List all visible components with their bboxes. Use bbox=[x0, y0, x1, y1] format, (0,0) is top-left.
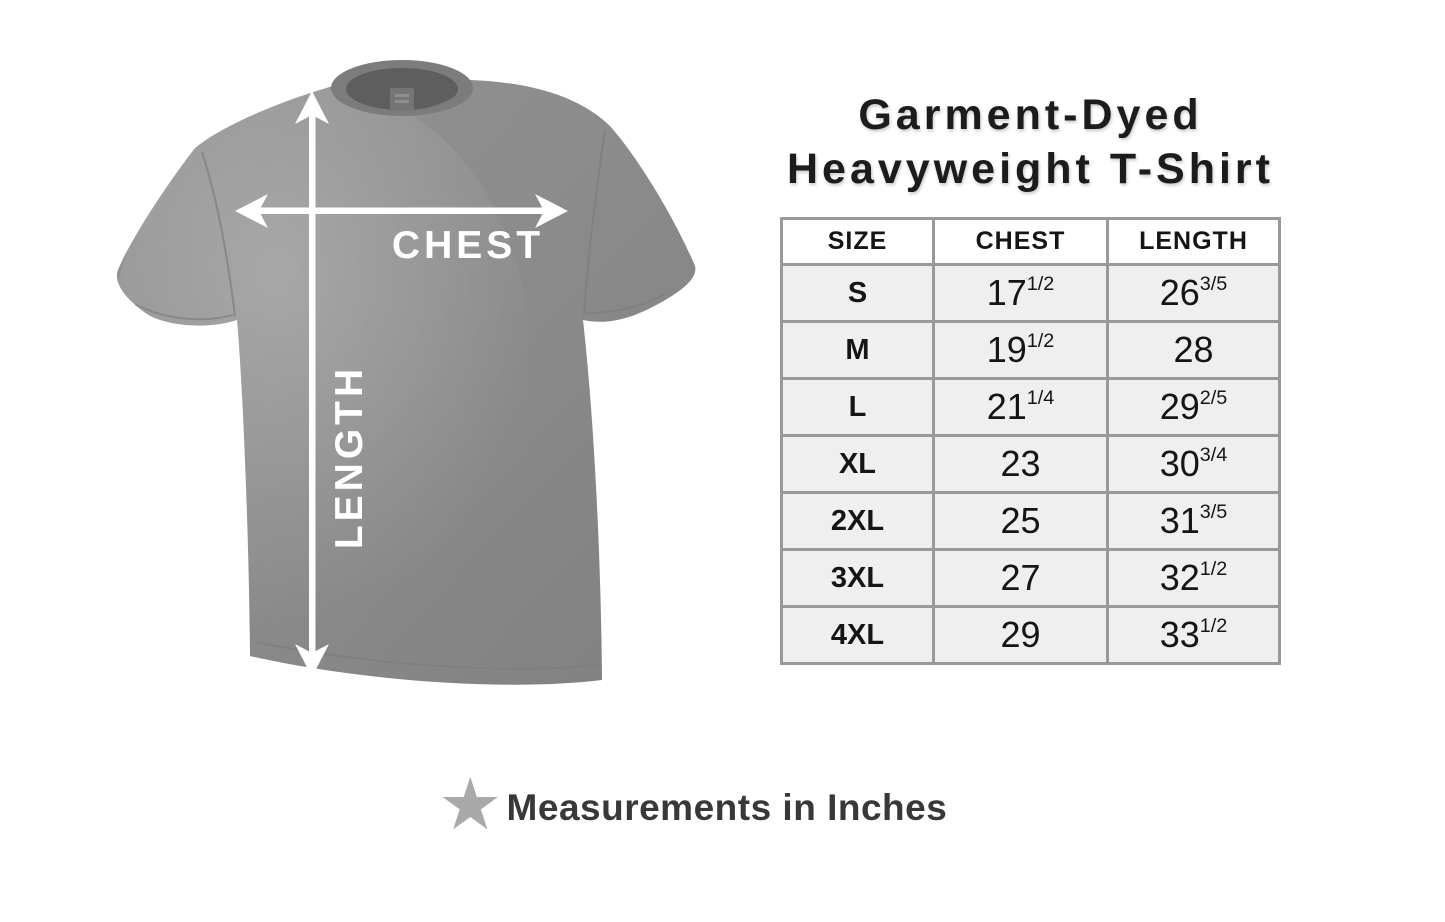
size-value: 2XL bbox=[782, 493, 934, 550]
table-row bbox=[782, 607, 1280, 664]
tshirt-diagram bbox=[105, 58, 705, 708]
size-value: 4XL bbox=[782, 607, 934, 664]
table-row bbox=[782, 379, 1280, 436]
measurements-note-text: Measurements in Inches bbox=[506, 787, 948, 828]
length-value: $26^{3/5}$ bbox=[1108, 265, 1280, 322]
header-chest: CHEST bbox=[934, 219, 1108, 265]
length-value: $33^{1/2}$ bbox=[1108, 607, 1280, 664]
table-header-row bbox=[782, 219, 1280, 265]
table-row bbox=[782, 265, 1280, 322]
table-row bbox=[782, 322, 1280, 379]
star-icon: ★ bbox=[438, 765, 503, 845]
chest-value: 23 bbox=[934, 436, 1108, 493]
size-value: S bbox=[782, 265, 934, 322]
length-value: $31^{3/5}$ bbox=[1108, 493, 1280, 550]
size-value: 3XL bbox=[782, 550, 934, 607]
size-value: XL bbox=[782, 436, 934, 493]
length-value: $32^{1/2}$ bbox=[1108, 550, 1280, 607]
title-line-2: Heavyweight T-Shirt bbox=[787, 145, 1274, 193]
tshirt-image bbox=[110, 60, 695, 685]
header-size: SIZE bbox=[782, 219, 934, 265]
size-table-body bbox=[782, 265, 1280, 664]
length-value: 28 bbox=[1108, 322, 1280, 379]
size-value: M bbox=[782, 322, 934, 379]
table-row bbox=[782, 436, 1280, 493]
chest-value: 27 bbox=[934, 550, 1108, 607]
chest-label: CHEST bbox=[391, 224, 545, 267]
page-title bbox=[758, 88, 1303, 196]
table-row bbox=[782, 550, 1280, 607]
size-table bbox=[780, 217, 1281, 665]
chest-value: $19^{1/2}$ bbox=[934, 322, 1108, 379]
chest-value: 25 bbox=[934, 493, 1108, 550]
size-value: L bbox=[782, 379, 934, 436]
chest-value: $21^{1/4}$ bbox=[934, 379, 1108, 436]
length-value: $30^{3/4}$ bbox=[1108, 436, 1280, 493]
chest-value: $17^{1/2}$ bbox=[934, 265, 1108, 322]
measurements-note bbox=[438, 765, 948, 846]
length-value: $29^{2/5}$ bbox=[1108, 379, 1280, 436]
table-row bbox=[782, 493, 1280, 550]
neck-tag bbox=[390, 88, 414, 111]
length-label: LENGTH bbox=[328, 364, 371, 550]
header-length: LENGTH bbox=[1108, 219, 1280, 265]
chest-value: 29 bbox=[934, 607, 1108, 664]
title-line-1: Garment-Dyed bbox=[858, 91, 1203, 139]
